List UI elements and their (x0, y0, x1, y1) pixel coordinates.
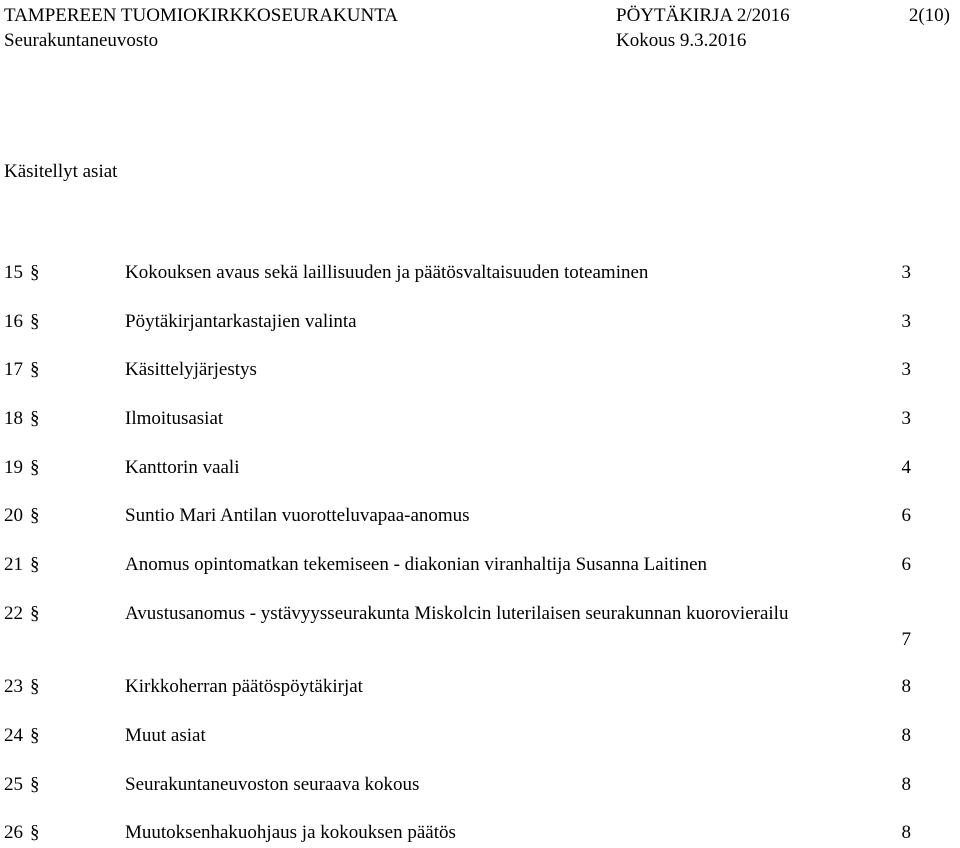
item-page: 3 (901, 359, 911, 380)
item-page: 3 (901, 311, 911, 332)
item-page: 8 (901, 822, 911, 843)
item-title: Kirkkoherran päätöspöytäkirjat (125, 676, 363, 697)
item-page: 8 (901, 774, 911, 795)
item-title: Muut asiat (125, 725, 206, 746)
section-sign: § (30, 311, 40, 332)
page-number: 2(10) (908, 5, 950, 26)
item-number: 15 (4, 262, 23, 283)
item-number: 18 (4, 408, 23, 429)
section-sign: § (30, 262, 40, 283)
item-number: 16 (4, 311, 23, 332)
item-number: 25 (4, 774, 23, 795)
section-sign: § (30, 554, 40, 575)
item-title: Anomus opintomatkan tekemiseen - diakonian viranhaltija Susanna Laitinen (125, 554, 707, 575)
item-number: 26 (4, 822, 23, 843)
section-sign: § (30, 725, 40, 746)
item-page: 4 (901, 457, 911, 478)
section-title: Käsitellyt asiat (4, 161, 118, 182)
section-sign: § (30, 822, 40, 843)
item-title: Pöytäkirjantarkastajien valinta (125, 311, 357, 332)
item-title: Ilmoitusasiat (125, 408, 224, 429)
header-row-bottom (4, 30, 950, 52)
item-number: 21 (4, 554, 23, 575)
item-page: 8 (901, 676, 911, 697)
section-sign: § (30, 505, 40, 526)
header-row-top (4, 5, 950, 27)
item-page: 3 (901, 408, 911, 429)
item-number: 19 (4, 457, 23, 478)
section-sign: § (30, 359, 40, 380)
section-sign: § (30, 603, 40, 624)
item-title: Suntio Mari Antilan vuorotteluvapaa-anomus (125, 505, 470, 526)
section-sign: § (30, 774, 40, 795)
item-title: Muutoksenhakuohjaus ja kokouksen päätös (125, 822, 456, 843)
section-sign: § (30, 457, 40, 478)
item-title: Avustusanomus - ystävyysseurakunta Miskolcin luterilaisen seurakunnan kuorovierailu (125, 603, 789, 624)
item-number: 23 (4, 676, 23, 697)
section-sign: § (30, 408, 40, 429)
item-title: Kokouksen avaus sekä laillisuuden ja päätösvaltaisuuden toteaminen (125, 262, 649, 283)
section-sign: § (30, 676, 40, 697)
item-title: Käsittelyjärjestys (125, 359, 257, 380)
item-page: 6 (901, 505, 911, 526)
governing-body: Seurakuntaneuvosto (4, 30, 159, 51)
meeting-date: Kokous 9.3.2016 (616, 30, 747, 51)
item-number: 20 (4, 505, 23, 526)
item-number: 17 (4, 359, 23, 380)
document-type: PÖYTÄKIRJA 2/2016 (616, 5, 790, 26)
item-page: 6 (901, 554, 911, 575)
item-page: 3 (901, 262, 911, 283)
item-title: Kanttorin vaali (125, 457, 240, 478)
item-number: 22 (4, 603, 23, 624)
item-title: Seurakuntaneuvoston seuraava kokous (125, 774, 420, 795)
organization-name: TAMPEREEN TUOMIOKIRKKOSEURAKUNTA (4, 5, 399, 26)
item-page: 7 (901, 629, 911, 650)
item-number: 24 (4, 725, 23, 746)
item-page: 8 (901, 725, 911, 746)
